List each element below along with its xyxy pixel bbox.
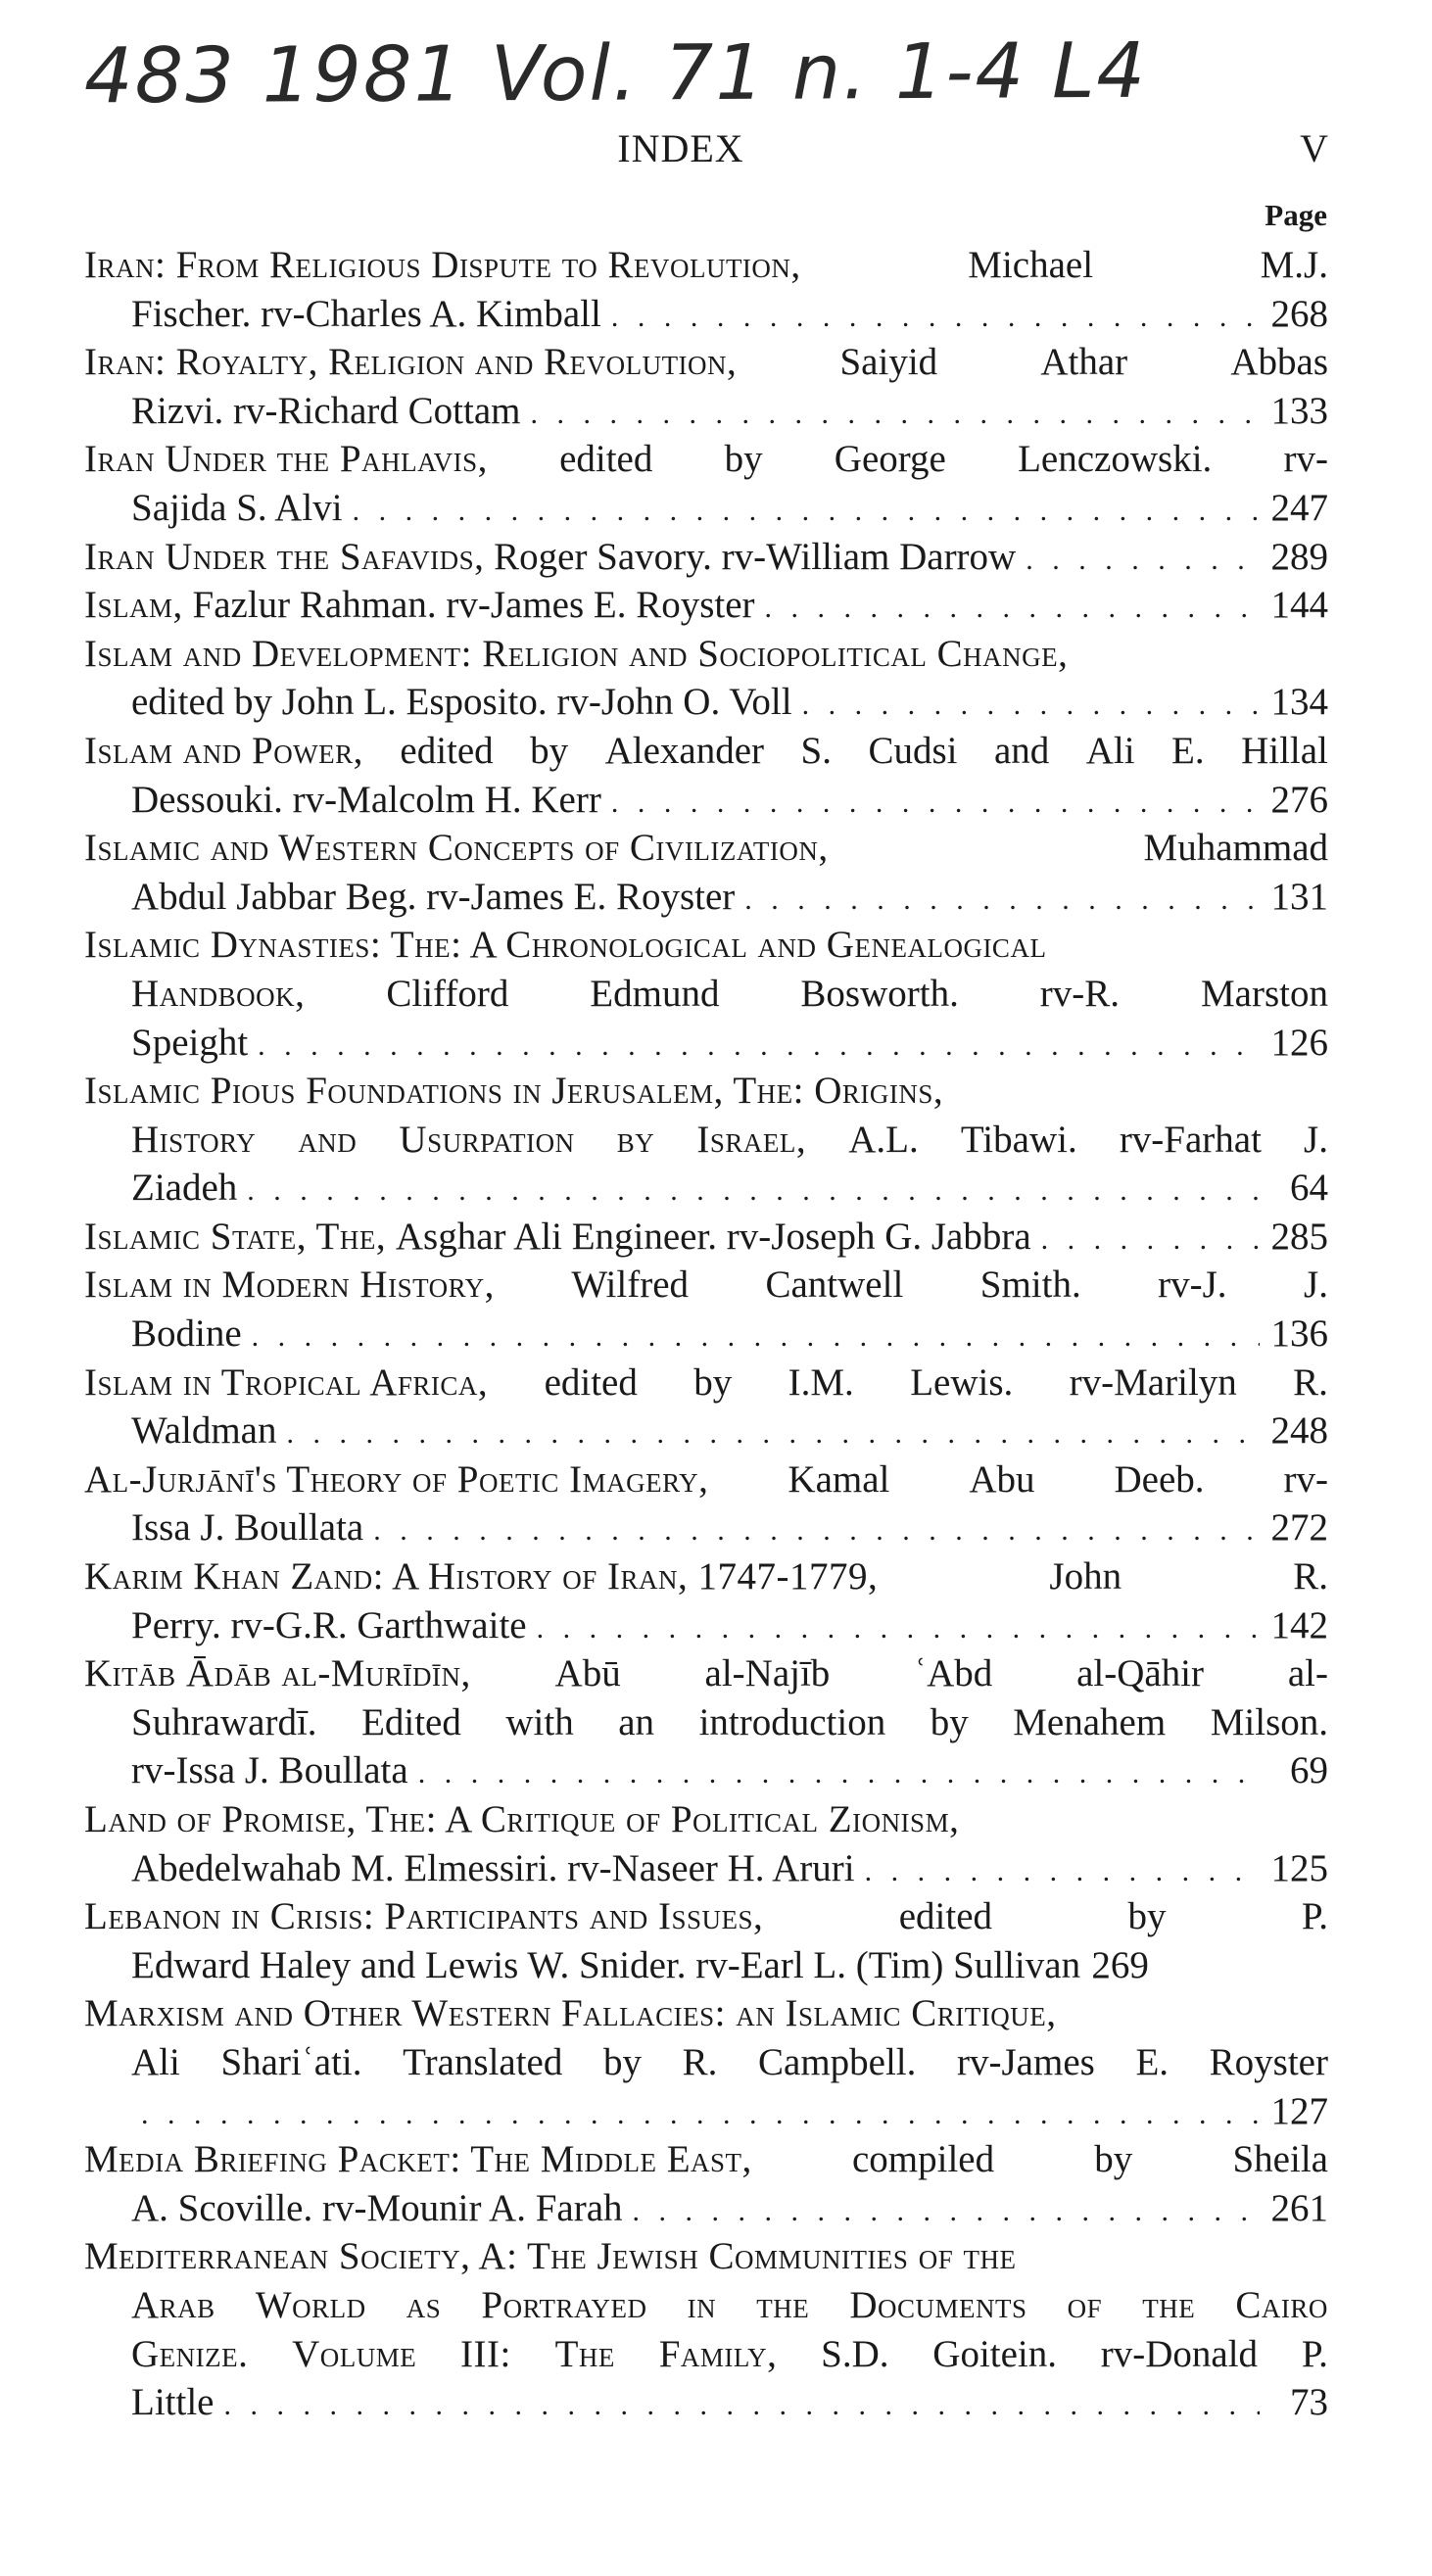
entry-word: S.D. [821,2332,889,2375]
entry-author-reviewer: Asghar Ali Engineer. rv-Joseph G. Jabbra [386,1215,1031,1258]
entry-author-reviewer: rv-Issa J. Boullata [131,1749,408,1792]
entry-page-number: 285 [1270,1215,1328,1258]
entry-title: Al-Jurjānī's Theory of Poetic Imagery, [84,1457,709,1501]
index-entry [84,921,1328,1067]
entry-word: Abū [554,1652,621,1695]
entry-author-reviewer: Edward Haley and Lewis W. Snider. rv-Earl L. (Tim) Sullivan [131,1943,1081,1986]
entry-page-number: 133 [1270,389,1328,432]
index-entry [84,533,1328,582]
dot-leader [353,487,1260,536]
entry-word: Lewis. [910,1360,1014,1404]
entry-author-reviewer: Dessouki. rv-Malcolm H. Kerr [131,778,601,821]
index-entry-line [84,533,1328,582]
entry-word: Cudsi [868,729,958,772]
index-entry-line [84,1261,1328,1310]
entry-page-number: 247 [1270,486,1328,529]
index-entry-line [84,1649,1328,1698]
entry-title: Lebanon in Crisis: Participants and Issues, [84,1895,764,1938]
entry-word: and [993,729,1050,772]
index-entry-line [84,1310,1328,1359]
entry-page-number: 142 [1270,1603,1328,1646]
entry-word: rv-Farhat [1119,1118,1262,1161]
entry-word: Menahem [1013,1700,1167,1743]
entry-word: Wilfred [571,1264,690,1307]
index-entry-line [84,873,1328,922]
index-entry [84,1552,1328,1649]
entry-word: P. [1301,2332,1328,2375]
page-column-label: Page [1265,198,1327,232]
entry-word: Lenczowski. [1018,438,1213,481]
index-entry [84,1261,1328,1358]
dot-leader [247,1167,1260,1216]
entry-word: Ali [131,2040,180,2083]
index-entry-line [84,824,1328,873]
entry-word: an [618,1700,655,1743]
index-entry [84,1989,1328,2135]
entry-title: Mediterranean Society, A: The Jewish Communities of the [84,2235,1017,2278]
entry-word: rv-R. [1039,972,1121,1015]
dot-leader [141,2090,1260,2139]
entry-page-number: 131 [1270,875,1328,918]
entry-word: Kamal [788,1457,890,1501]
entry-page-number: 269 [1091,1943,1149,1986]
entry-word: by [693,1360,733,1404]
entry-title: Islamic Pious Foundations in Jerusalem, The: Origins, [84,1070,944,1113]
entry-word: M.J. [1260,244,1328,286]
index-entry [84,1892,1328,1989]
entry-word: History [131,1118,257,1161]
entry-word: Usurpation [399,1118,575,1161]
index-entry-line [84,484,1328,533]
entry-word: rv-Marilyn [1069,1360,1237,1404]
index-entry [84,1795,1328,1892]
dot-leader [252,1312,1260,1361]
entry-author-reviewer: Abdul Jabbar Beg. rv-James E. Royster [131,875,736,918]
entry-word: Handbook, [131,972,306,1015]
index-entry-line [84,1844,1328,1893]
dot-leader [373,1506,1260,1555]
entry-word: Cantwell [765,1264,904,1307]
entry-word: R. [1293,1555,1328,1598]
entry-word: the [1142,2283,1196,2326]
entry-page-number: 134 [1270,681,1328,724]
entry-page-number: 248 [1270,1409,1328,1453]
entry-word: Abbas [1230,341,1328,384]
entry-word: rv- [1283,1457,1328,1501]
index-entry-line [84,2135,1328,2184]
entry-word: as [406,2283,442,2326]
entry-word: al-Qāhir [1076,1652,1205,1695]
index-entry [84,824,1328,921]
entry-word: the [756,2283,810,2326]
index-entry-line [84,1359,1328,1407]
index-entry-line [84,2184,1328,2233]
entry-page-number: 64 [1290,1167,1328,1210]
entry-title: Iran Under the Pahlavis, [84,438,488,481]
index-entry-line [84,435,1328,484]
entry-word: al- [1287,1652,1328,1695]
entry-title: Islamic Dynasties: The: A Chronological and Genealogical [84,924,1047,967]
dot-leader [1041,1216,1260,1264]
entry-word: with [505,1700,574,1743]
entry-word: R. [1293,1360,1328,1404]
entry-word: Volume [292,2332,417,2375]
entry-word: Translated [403,2040,563,2083]
index-entry-line [84,1503,1328,1552]
entry-word: J. [1304,1118,1328,1161]
entry-author-reviewer: Rizvi. rv-Richard Cottam [131,389,521,432]
entry-page-number: 136 [1270,1312,1328,1356]
dot-leader [765,584,1260,633]
dot-leader [611,779,1260,828]
index-entry-line [84,2038,1328,2087]
dot-leader [802,681,1260,730]
entry-word: Cairo [1235,2283,1328,2326]
dot-leader [633,2187,1260,2236]
entry-title: Iran Under the Safavids, [84,535,485,578]
entry-word: edited [544,1360,638,1404]
dot-leader [223,2381,1260,2430]
index-entry [84,727,1328,824]
entry-word: edited [559,438,653,481]
entry-word: Arab [131,2283,215,2326]
entry-title: Islam and Development: Religion and Sociopolitical Change, [84,632,1069,675]
index-entry-line [84,2087,1328,2136]
entry-author-reviewer: Fischer. rv-Charles A. Kimball [131,292,601,335]
entry-author-reviewer: Ziadeh [131,1167,238,1210]
entry-word: Alexander [604,729,765,772]
index-entries [84,241,1328,2427]
entry-word: Genize. [131,2332,249,2375]
index-entry-line [84,970,1328,1019]
entry-page-number: 261 [1270,2186,1328,2229]
index-entry-line [84,1407,1328,1455]
index-entry-line [84,1601,1328,1650]
entry-word: Muhammad [1143,827,1328,870]
entry-word: Campbell. [758,2040,917,2083]
entry-word: Michael [968,244,1094,286]
entry-word: The [554,2332,615,2375]
entry-page-number: 268 [1270,292,1328,335]
dot-leader [865,1847,1260,1896]
index-entry-line [84,1552,1328,1601]
entry-title: Islam in Modern History, [84,1264,495,1307]
index-entry [84,435,1328,532]
index-entry [84,1649,1328,1795]
index-entry-line [84,581,1328,630]
entry-word: ʿAbd [914,1652,993,1695]
entry-author-reviewer: Sajida S. Alvi [131,486,343,529]
index-entry-line [84,630,1328,679]
entry-title: Marxism and Other Western Fallacies: an Islamic Critique, [84,1992,1057,2035]
entry-page-number: 69 [1290,1749,1328,1792]
entry-word: John [1049,1555,1122,1598]
index-entry-line [84,1795,1328,1844]
entry-word: Edited [361,1700,461,1743]
entry-word: rv-James [957,2040,1095,2083]
entry-author-reviewer: Bodine [131,1312,242,1356]
entry-word: by [530,729,569,772]
entry-word: Athar [1040,341,1128,384]
entry-title: Islam, [84,584,183,627]
dot-leader [418,1749,1260,1798]
entry-title: Media Briefing Packet: The Middle East, [84,2138,752,2181]
entry-author-reviewer: Waldman [131,1409,277,1453]
entry-word: Goitein. [932,2332,1058,2375]
entry-word: Israel, [696,1118,807,1161]
entry-title: Kitāb Ādāb al-Murīdīn, [84,1652,471,1695]
index-entry-line [84,2330,1328,2379]
index-entry-line [84,776,1328,825]
index-entry [84,2232,1328,2426]
entry-author-reviewer: Speight [131,1021,249,1064]
index-entry-line [84,1116,1328,1165]
entry-page-number: 73 [1290,2381,1328,2424]
index-entry-line [84,1746,1328,1795]
entry-spacer [1080,1941,1090,1990]
index-entry-line [84,1067,1328,1116]
entry-word: S. [800,729,832,772]
entry-word: Marston [1201,972,1328,1015]
dot-leader [286,1409,1260,1458]
index-entry-line [84,2232,1328,2281]
entry-title: Islam and Power, [84,729,363,772]
entry-word: George [834,438,946,481]
entry-word: Abu [969,1457,1035,1501]
index-entry [84,1455,1328,1552]
entry-word: rv-Donald [1100,2332,1259,2375]
entry-author-reviewer: edited by John L. Esposito. rv-John O. Voll [131,681,792,724]
entry-word: edited [898,1895,993,1938]
index-entry-line [84,1892,1328,1941]
entry-word: rv- [1283,438,1328,481]
entry-word: A.L. [848,1118,919,1161]
index-entry-line [84,241,1328,290]
dot-leader [744,876,1260,925]
page-numeral: V [1300,126,1328,170]
entry-page-number: 125 [1270,1846,1328,1889]
dot-leader [531,390,1260,439]
index-entry-line [84,387,1328,436]
index-entry-line [84,2378,1328,2427]
entry-word: Bosworth. [800,972,959,1015]
entry-word: by [1127,1895,1167,1938]
entry-page-number: 276 [1270,778,1328,821]
entry-word: Shariʿati. [220,2040,362,2083]
entry-word: Smith. [979,1264,1081,1307]
entry-page-number: 127 [1270,2089,1328,2132]
entry-author-reviewer: Abedelwahab M. Elmessiri. rv-Naseer H. Aruri [131,1846,855,1889]
entry-word: al-Najīb [704,1652,831,1695]
entry-word: J. [1304,1264,1328,1307]
index-entry-line [84,338,1328,387]
entry-word: compiled [851,2138,995,2181]
entry-word: edited [400,729,494,772]
entry-page-number: 144 [1270,584,1328,627]
entry-word: Suhrawardī. [131,1700,317,1743]
index-entry [84,338,1328,435]
entry-title: Land of Promise, The: A Critique of Political Zionism, [84,1798,960,1840]
entry-word: Deeb. [1114,1457,1205,1501]
entry-author-reviewer: Perry. rv-G.R. Garthwaite [131,1603,527,1646]
entry-word: Saiyid [839,341,938,384]
entry-author-reviewer: Fazlur Rahman. rv-James E. Royster [182,584,755,627]
dot-leader [611,293,1260,342]
index-entry-line [84,1698,1328,1747]
entry-word: by [602,2040,642,2083]
entry-word: World [255,2283,366,2326]
entry-title: Iran: From Religious Dispute to Revolution, [84,244,801,286]
entry-word: I.M. [788,1360,854,1404]
entry-word: by [1094,2138,1133,2181]
entry-word: P. [1301,1895,1328,1938]
entry-word: in [687,2283,717,2326]
entry-author-reviewer: Roger Savory. rv-William Darrow [484,535,1017,578]
entry-word: Clifford [386,972,509,1015]
index-entry-line [84,1213,1328,1262]
entry-word: and [298,1118,358,1161]
entry-word: of [1067,2283,1103,2326]
entry-page-number: 126 [1270,1021,1328,1064]
entry-word: R. [682,2040,718,2083]
entry-word: Hillal [1241,729,1328,772]
index-entry [84,2135,1328,2232]
entry-author-reviewer: Little [131,2381,215,2424]
entry-title: Islamic State, The, [84,1215,387,1258]
index-entry-line [84,1164,1328,1213]
entry-word: introduction [698,1700,886,1743]
index-entry [84,630,1328,727]
index-entry-line [84,1455,1328,1504]
index-entry [84,1359,1328,1455]
index-entry-line [84,1019,1328,1068]
handwritten-shelf-note: 483 1981 Vol. 71 n. 1-4 L4 [83,26,1148,121]
entry-word: E. [1135,2040,1169,2083]
dot-leader [258,1022,1260,1071]
dot-leader [1026,536,1260,585]
index-entry [84,241,1328,338]
entry-word: Portrayed [481,2283,647,2326]
entry-page-number: 272 [1270,1506,1328,1550]
index-entry-line [84,290,1328,339]
entry-word: Tibawi. [960,1118,1077,1161]
entry-word: Milson. [1210,1700,1328,1743]
entry-word: by [616,1118,655,1161]
entry-title: Islamic and Western Concepts of Civilization, [84,827,829,870]
index-entry-line [84,1989,1328,2038]
entry-page-number: 289 [1270,535,1328,578]
index-entry [84,1067,1328,1213]
entry-author-reviewer: A. Scoville. rv-Mounir A. Farah [131,2186,623,2229]
entry-word: Ali [1085,729,1135,772]
running-title: INDEX [617,126,744,170]
dot-leader [537,1604,1260,1653]
entry-word: E. [1171,729,1205,772]
index-entry-line [84,921,1328,970]
index-entry-line [84,678,1328,727]
index-entry-line [84,2281,1328,2330]
entry-title: Islam in Tropical Africa, [84,1360,489,1404]
entry-word: by [724,438,763,481]
entry-word: Family, [658,2332,778,2375]
entry-word: Edmund [590,972,720,1015]
entry-word: Sheila [1232,2138,1328,2181]
entry-word: by [930,1700,969,1743]
index-entry-line [84,1941,1328,1990]
index-entry [84,581,1328,630]
entry-word: III: [460,2332,511,2375]
entry-title: Iran: Royalty, Religion and Revolution, [84,341,738,384]
entry-title: Karim Khan Zand: A History of Iran, 1747-1779, [84,1555,879,1598]
entry-word: Royster [1209,2040,1328,2083]
entry-word: Documents [849,2283,1027,2326]
entry-word: rv-J. [1158,1264,1227,1307]
index-entry [84,1213,1328,1262]
entry-author-reviewer: Issa J. Boullata [131,1506,364,1550]
index-entry-line [84,727,1328,776]
